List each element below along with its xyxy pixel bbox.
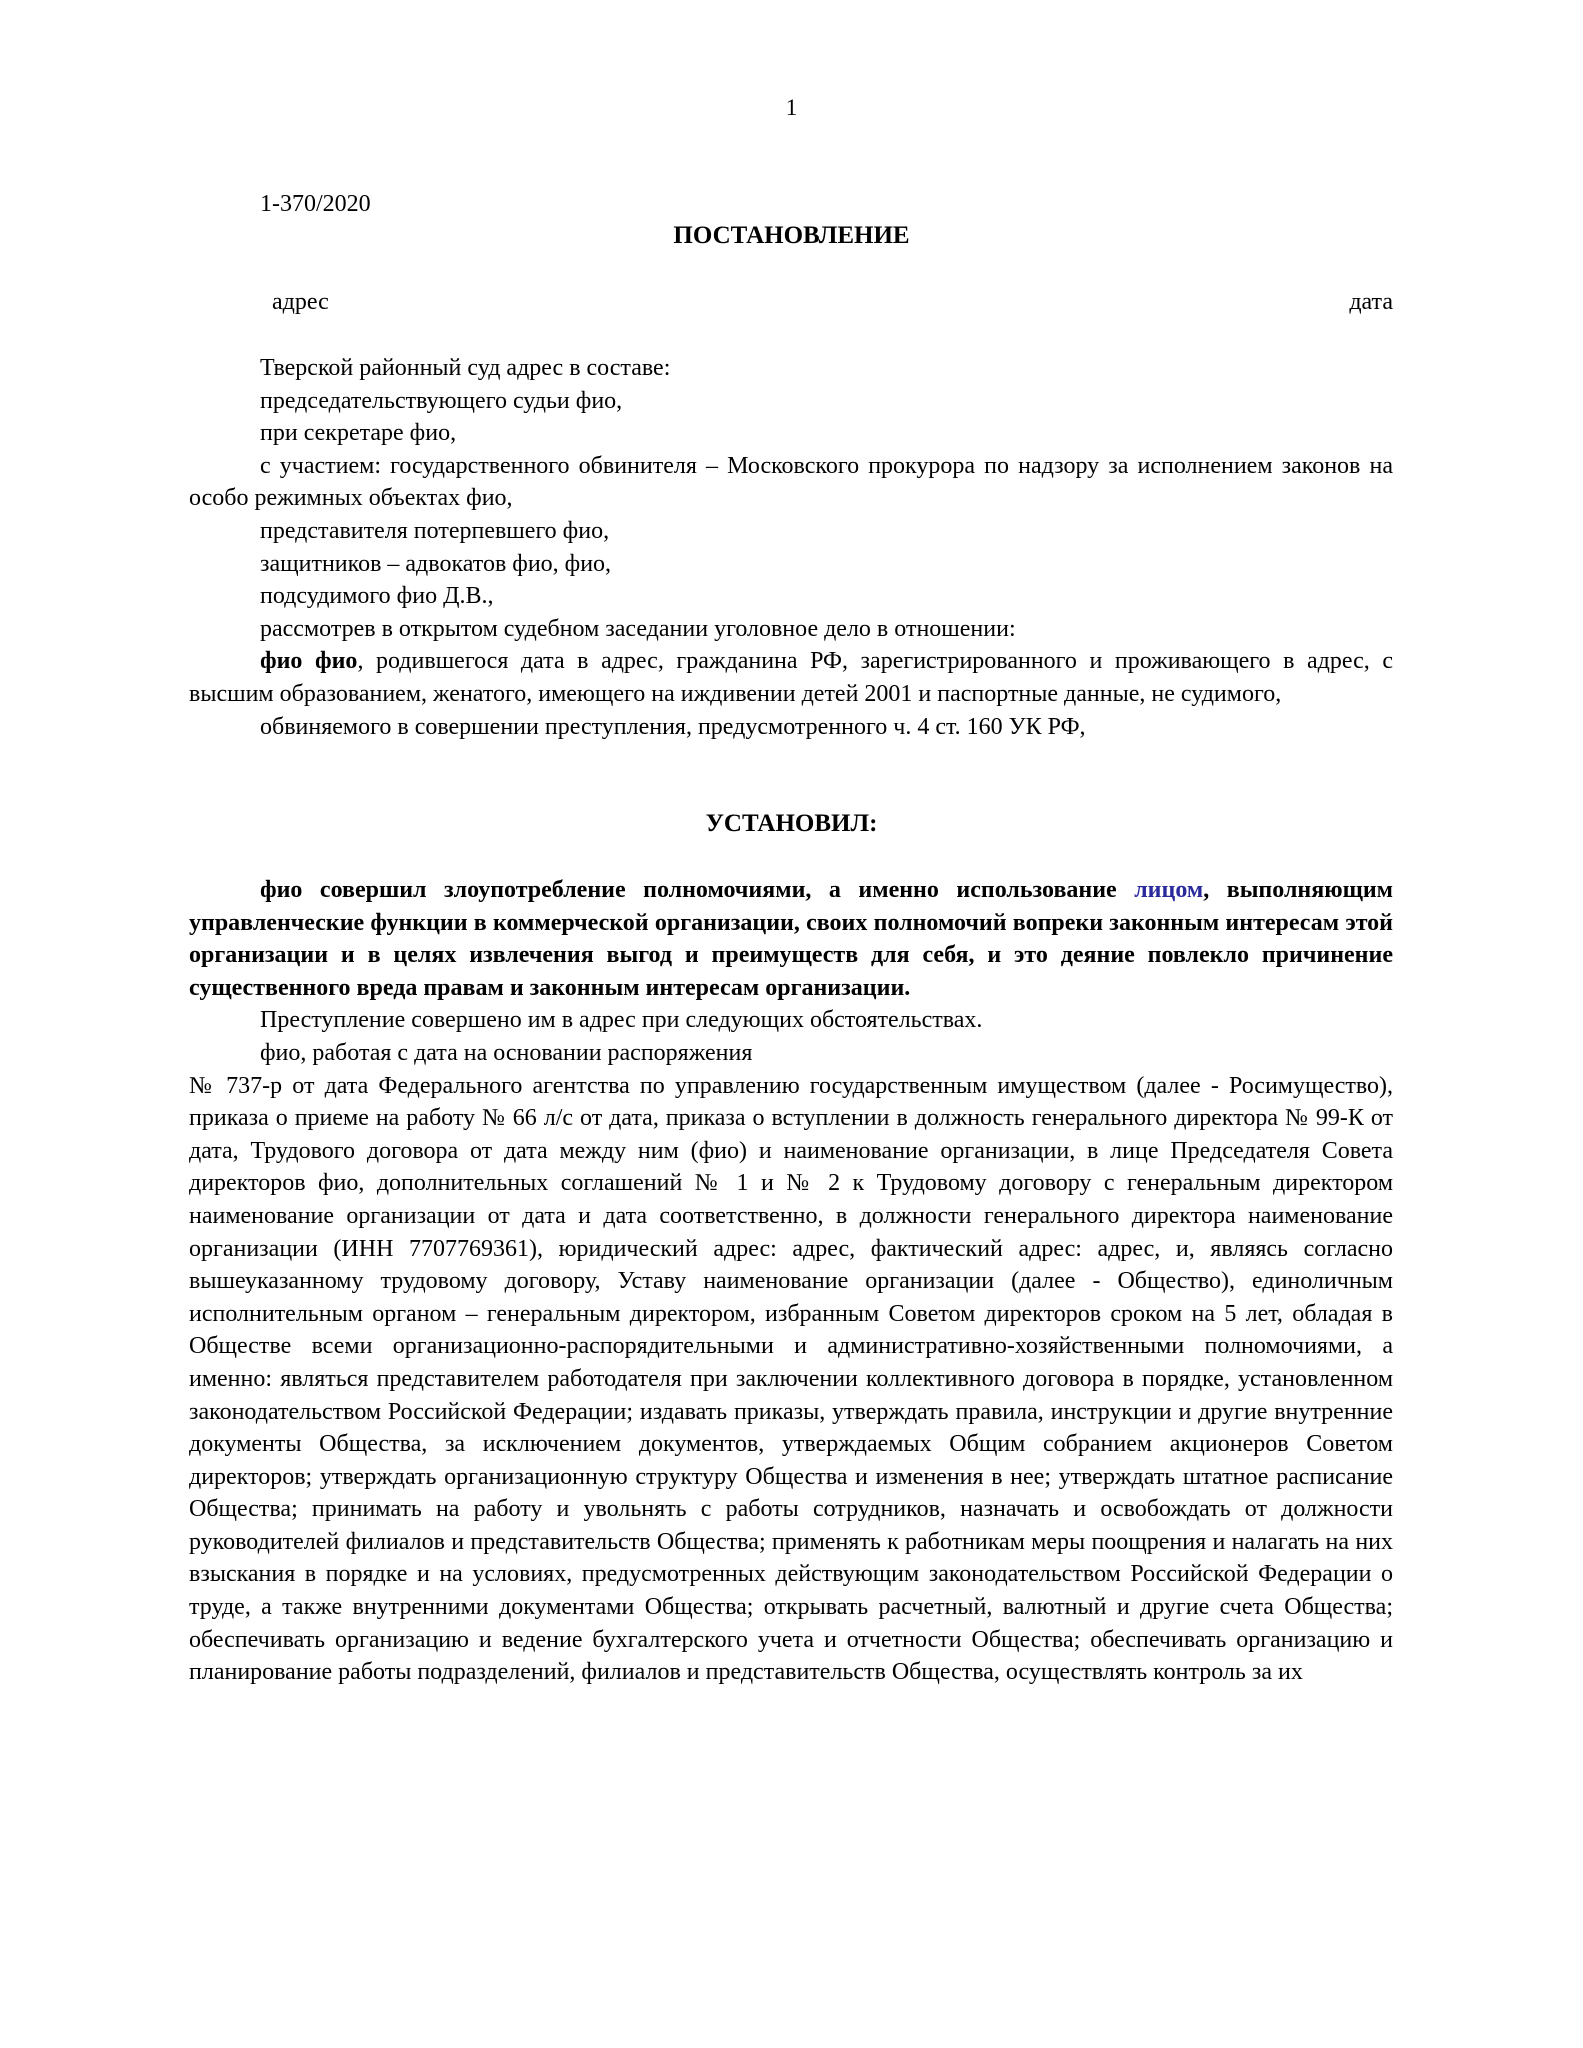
place-field: адрес [272, 289, 329, 315]
finding-text-before: фио совершил злоупотребление полномочиями, а именно использование [260, 877, 1135, 903]
finding-highlighted-word: лицом [1134, 877, 1204, 903]
finding-paragraph [189, 874, 1393, 1004]
victim-representative-line: представителя потерпевшего фио, [260, 517, 610, 544]
prosecutor-line: с участием: государственного обвинителя – Московского прокурора по надзору за исполнением законов на особо режимных объектах фио, [189, 452, 1393, 512]
defendant-details-paragraph [189, 645, 1393, 710]
defendant-name: фио фио [260, 648, 358, 675]
main-text-paragraph: № 737-р от дата Федерального агентства по управлению государственным имуществом (далее - Росимущество), приказа о приеме на работу № 66 л/с от дата, приказа о вступлении в должность генерального директора № 99-К от дата, Трудового договора от дата между ним (фио) и наименование организации, в лице Председателя Совета директоров фио, дополнительных соглашений № 1 и № 2 к Трудовому договору с генеральным директором наименование организации от дата и дата соответственно, в должности генерального директора наименование организации (ИНН 7707769361), юридический адрес: адрес, фактический адрес: адрес, и, являясь согласно вышеуказанному трудовому договору, Уставу наименование организации (далее - Общество), единоличным исполнительным органом – генеральным директором, избранным Советом директоров сроком на 5 лет, обладая в Обществе всеми организационно-распорядительными и административно-хозяйственными полномочиями, а именно: являться представителем работодателя при заключении коллективного договора в порядке, установленном законодательством Российской Федерации; издавать приказы, утверждать правила, инструкции и другие внутренние документы Общества, за исключением документов, утверждаемых Общим собранием акционеров Советом директоров; утверждать организационную структуру Общества и изменения в нее; утверждать штатное расписание Общества; принимать на работу и увольнять с работы сотрудников, назначать и освобождать от должности руководителей филиалов и представительств Общества; применять к работникам меры поощрения и налагать на них взыскания в порядке и на условиях, предусмотренных действующим законодательством Российской Федерации о труде, а также внутренними документами Общества; открывать расчетный, валютный и другие счета Общества; обеспечивать организацию и ведение бухгалтерского учета и отчетности Общества; обеспечивать организацию и планирование работы подразделений, филиалов и представительств Общества, осуществлять контроль за их [189, 1072, 1393, 1686]
court-composition [189, 352, 1393, 743]
court-line: Тверской районный суд адрес в составе: [260, 355, 671, 381]
date-field: дата [1349, 289, 1393, 315]
defendant-line: подсудимого фио Д.В., [260, 583, 494, 610]
finding-text-after: , выполняющим управленческие функции в коммерческой организации, своих полномочий вопреки законным интересам этой организации и в целях извлечения выгод и преимуществ для себя, и это деяние повлекло причинение существенного вреда правам и законным интересам организации. [189, 877, 1393, 1001]
case-considered-line: рассмотрев в открытом судебном заседании уголовное дело в отношении: [260, 615, 1016, 642]
section-title-established: УСТАНОВИЛ: [705, 810, 878, 837]
page-number: 1 [785, 95, 798, 120]
case-number: 1-370/2020 [260, 191, 371, 217]
charge-line: обвиняемого в совершении преступления, предусмотренного ч. 4 ст. 160 УК РФ, [260, 713, 1086, 740]
defenders-line: защитников – адвокатов фио, фио, [260, 550, 612, 577]
defendant-details: , родившегося дата в адрес, гражданина РФ, зарегистрированного и проживающего в адрес, с высшим образованием, женатого, имеющего на иждивении детей 2001 и паспортные данные, не судимого, [189, 648, 1393, 707]
secretary-line: при секретаре фио, [260, 420, 457, 447]
employment-intro: фио, работая с дата на основании распоряжения [260, 1039, 753, 1066]
findings-section [189, 874, 1393, 1689]
document-title: ПОСТАНОВЛЕНИЕ [673, 222, 910, 249]
circumstances-intro: Преступление совершено им в адрес при следующих обстоятельствах. [260, 1007, 983, 1034]
judge-line: председательствующего судьи фио, [260, 387, 623, 414]
